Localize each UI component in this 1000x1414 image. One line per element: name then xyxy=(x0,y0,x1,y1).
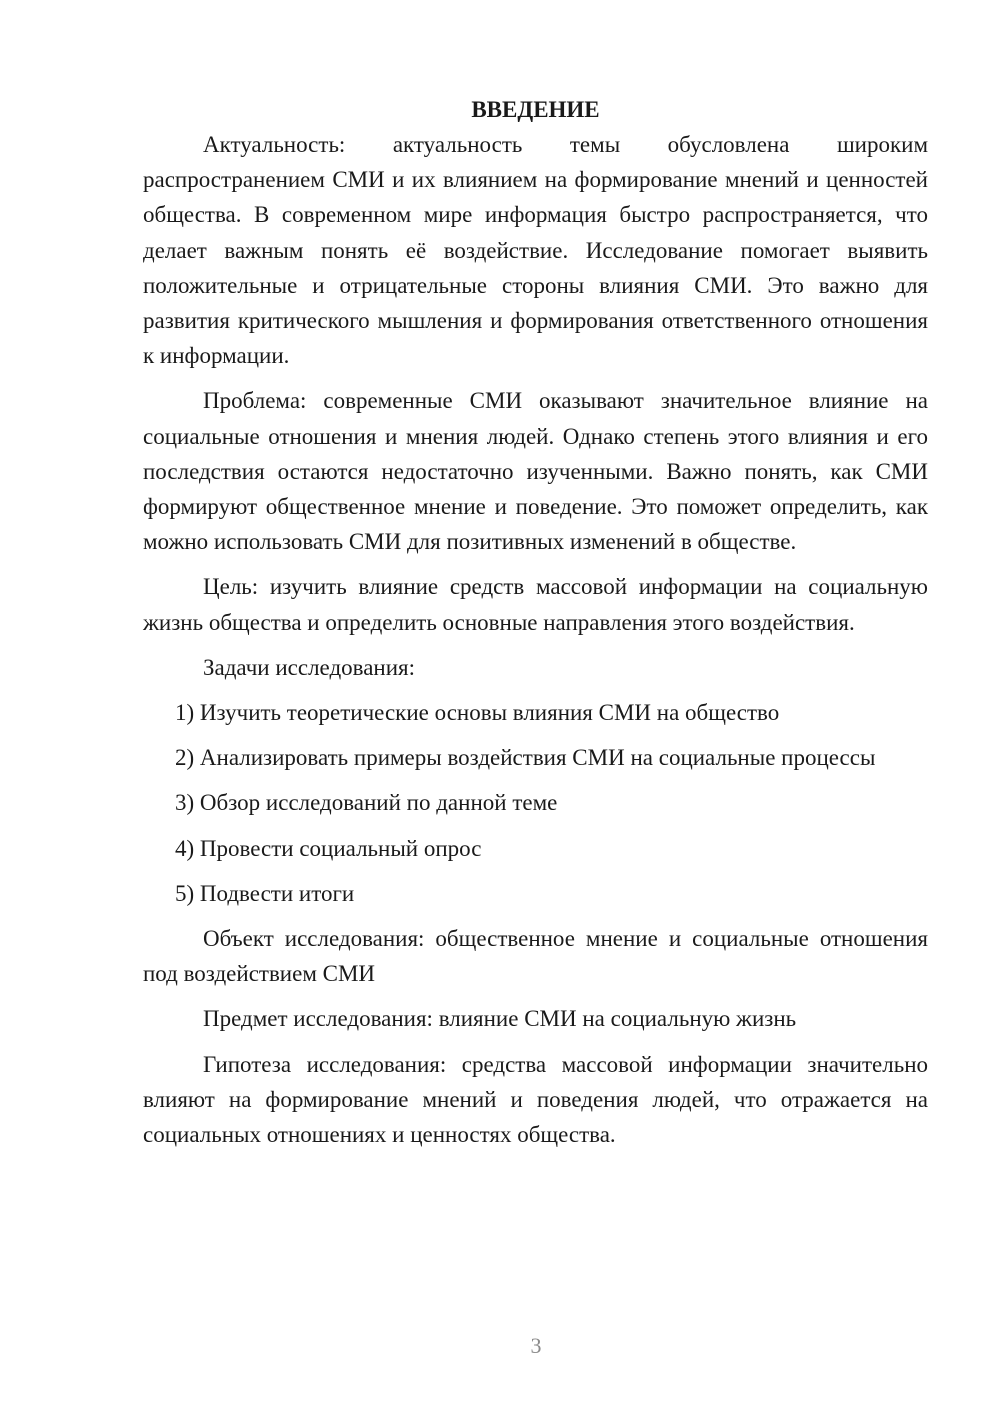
goal-paragraph: Цель: изучить влияние средств массовой информации на социальную жизнь общества и определить основные направления этого воздействия. xyxy=(143,574,928,635)
task-item: 1) Изучить теоретические основы влияния СМИ на общество xyxy=(175,700,780,726)
task-item: 5) Подвести итоги xyxy=(175,880,355,906)
tasks-heading: Задачи исследования: xyxy=(203,654,416,680)
document-body xyxy=(143,92,928,1162)
object-paragraph: Объект исследования: общественное мнение и социальные отношения под воздействием СМИ xyxy=(143,926,928,987)
page-title: ВВЕДЕНИЕ xyxy=(471,97,600,122)
task-item: 4) Провести социальный опрос xyxy=(175,835,482,861)
task-item: 3) Обзор исследований по данной теме xyxy=(175,790,558,816)
hypothesis-paragraph: Гипотеза исследования: средства массовой информации значительно влияют на формирование мнений и поведения людей, что отражается на социальных отношениях и ценностях общества. xyxy=(143,1051,928,1148)
problem-paragraph: Проблема: современные СМИ оказывают значительное влияние на социальные отношения и мнения людей. Однако степень этого влияния и его последствия остаются недостаточно изученными. Важно понять, как СМИ формируют общественное мнение и поведение. Это поможет определить, как можно использовать СМИ для позитивных изменений в обществе. xyxy=(143,388,928,555)
task-item: 2) Анализировать примеры воздействия СМИ на социальные процессы xyxy=(175,745,876,771)
page-number: 3 xyxy=(530,1333,542,1358)
relevance-paragraph: Актуальность: актуальность темы обусловлена широким распространением СМИ и их влиянием на формирование мнений и ценностей общества. В современном мире информация быстро распространяется, что делает важным понять её воздействие. Исследование помогает выявить положительные и отрицательные стороны влияния СМИ. Это важно для развития критического мышления и формирования ответственного отношения к информации. xyxy=(143,132,928,369)
subject-paragraph: Предмет исследования: влияние СМИ на социальную жизнь xyxy=(203,1006,797,1032)
